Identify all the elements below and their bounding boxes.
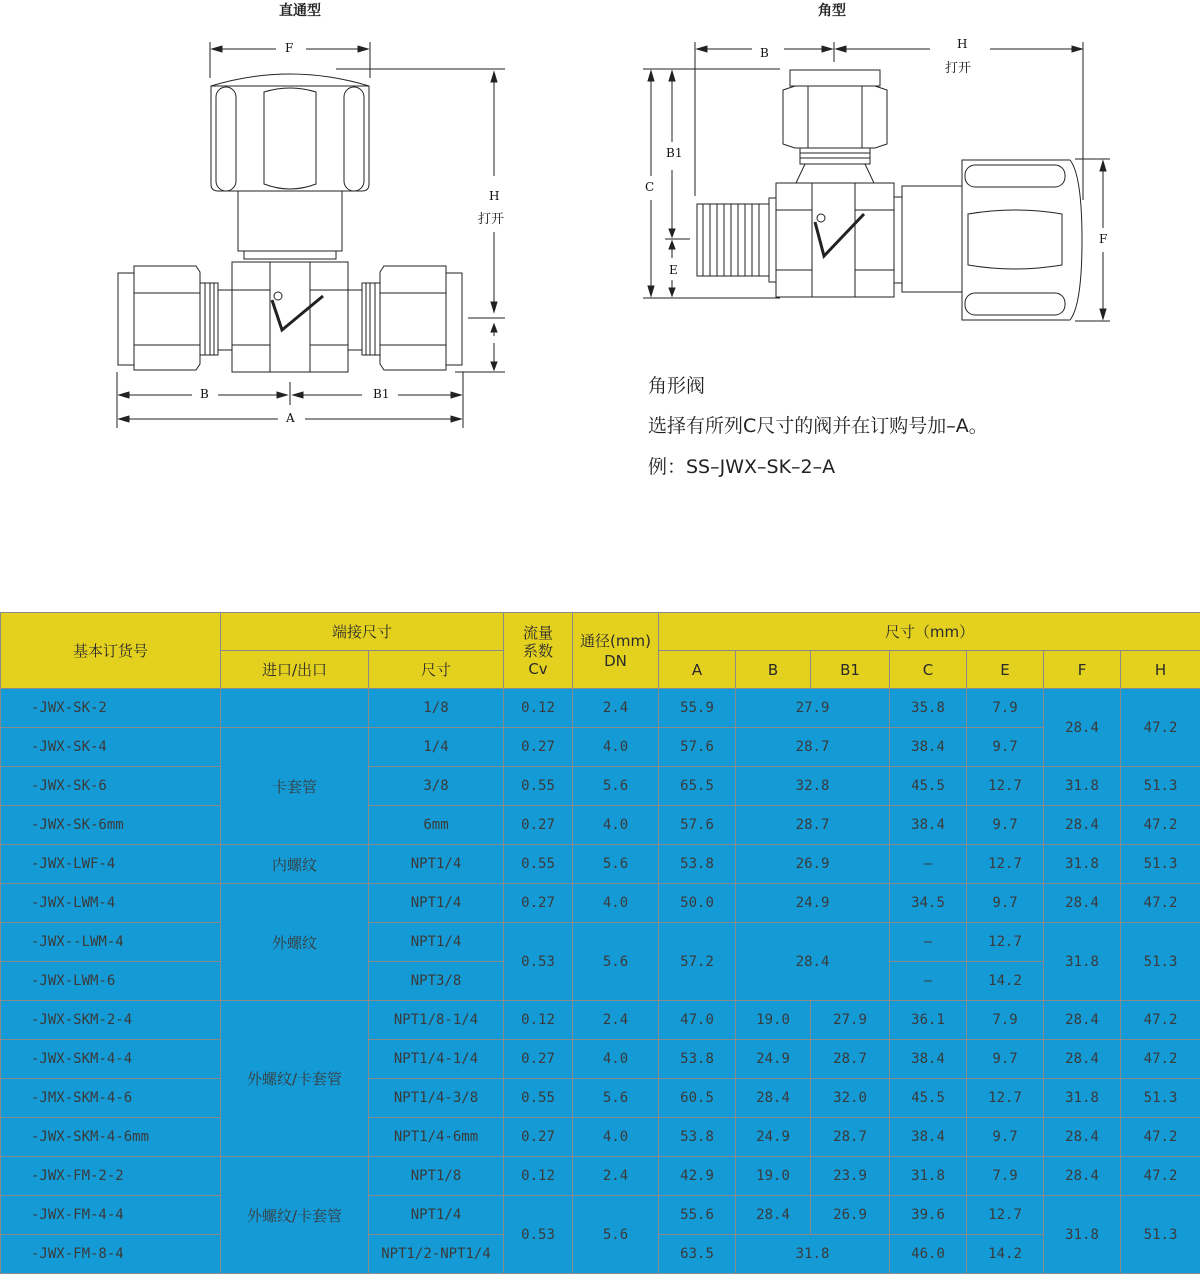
angle-dim-label-h: H	[957, 37, 968, 51]
table-row	[1, 1079, 1200, 1118]
cell-a: 53.8	[659, 1040, 736, 1079]
cell-dn: 5.6	[573, 923, 659, 1001]
cell-size: NPT1/2-NPT1/4	[369, 1235, 504, 1274]
cell-e: 12.7	[967, 1196, 1044, 1235]
cell-dn: 5.6	[573, 845, 659, 884]
cell-h: 47.2	[1121, 1118, 1200, 1157]
cell-dn: 4.0	[573, 1118, 659, 1157]
header-e: E	[967, 651, 1044, 689]
cell-dn: 5.6	[573, 767, 659, 806]
cell-f: 28.4	[1044, 1040, 1121, 1079]
cell-b1: 28.7	[811, 1118, 890, 1157]
cell-size: NPT1/4-1/4	[369, 1040, 504, 1079]
cell-group-blank	[221, 689, 369, 728]
cell-c: 38.4	[890, 1118, 967, 1157]
cell-cv: 0.12	[504, 689, 573, 728]
cell-h: 51.3	[1121, 1196, 1200, 1274]
cell-cv: 0.55	[504, 767, 573, 806]
note-heading: 角形阀	[648, 375, 706, 397]
cell-b1: 26.9	[811, 1196, 890, 1235]
cell-e: 12.7	[967, 767, 1044, 806]
dim-label-f: F	[285, 41, 294, 55]
cell-group-male-thread-ferrule: 外螺纹/卡套管	[221, 1157, 369, 1274]
cell-f: 31.8	[1044, 1079, 1121, 1118]
table-row	[1, 1001, 1200, 1040]
header-f: F	[1044, 651, 1121, 689]
cell-a: 53.8	[659, 845, 736, 884]
header-cv-line3: Cv	[528, 659, 548, 678]
cell-cv: 0.27	[504, 884, 573, 923]
cell-model: -JWX-SKM-4-6mm	[1, 1118, 221, 1157]
cell-e: 14.2	[967, 962, 1044, 1001]
cell-c: 35.8	[890, 689, 967, 728]
cell-h: 47.2	[1121, 884, 1200, 923]
cell-size: NPT1/8-1/4	[369, 1001, 504, 1040]
cell-size: NPT1/4-6mm	[369, 1118, 504, 1157]
cell-a: 47.0	[659, 1001, 736, 1040]
cell-e: 9.7	[967, 806, 1044, 845]
cell-a: 57.6	[659, 728, 736, 767]
cell-f: 31.8	[1044, 767, 1121, 806]
cell-group-ferrule: 卡套管	[221, 728, 369, 845]
cell-f: 28.4	[1044, 689, 1121, 767]
header-bore	[573, 613, 659, 689]
cell-h: 47.2	[1121, 1157, 1200, 1196]
cell-b: 24.9	[736, 1040, 811, 1079]
cell-model: -JWX-SK-6	[1, 767, 221, 806]
cell-b-b1: 27.9	[736, 689, 890, 728]
cell-b-b1: 32.8	[736, 767, 890, 806]
cell-b-b1: 28.7	[736, 806, 890, 845]
header-dimensions: 尺寸（mm）	[659, 613, 1200, 651]
cell-h: 47.2	[1121, 1001, 1200, 1040]
cell-c: 39.6	[890, 1196, 967, 1235]
cell-dn: 5.6	[573, 1079, 659, 1118]
cell-dn: 5.6	[573, 1196, 659, 1274]
cell-model: -JWX-FM-8-4	[1, 1235, 221, 1274]
cell-dn: 4.0	[573, 728, 659, 767]
cell-b-b1: 28.7	[736, 728, 890, 767]
cell-b-b1: 28.4	[736, 923, 890, 1001]
cell-f: 28.4	[1044, 884, 1121, 923]
cell-f: 31.8	[1044, 923, 1121, 1001]
cell-model: -JWX-SK-4	[1, 728, 221, 767]
table-row	[1, 806, 1200, 845]
cell-cv: 0.53	[504, 923, 573, 1001]
cell-c: –	[890, 845, 967, 884]
cell-size: NPT1/8	[369, 1157, 504, 1196]
cell-c: 45.5	[890, 767, 967, 806]
cell-c: 38.4	[890, 806, 967, 845]
cell-cv: 0.12	[504, 1001, 573, 1040]
header-b1: B1	[811, 651, 890, 689]
table-row	[1, 1157, 1200, 1196]
cell-a: 55.6	[659, 1196, 736, 1235]
cell-model: -JWX-LWM-6	[1, 962, 221, 1001]
cell-a: 50.0	[659, 884, 736, 923]
cell-e: 9.7	[967, 884, 1044, 923]
cell-cv: 0.53	[504, 1196, 573, 1274]
cell-size: 1/8	[369, 689, 504, 728]
cell-size: 1/4	[369, 728, 504, 767]
cell-cv: 0.55	[504, 845, 573, 884]
cell-b: 19.0	[736, 1157, 811, 1196]
dim-label-b: B	[200, 387, 209, 401]
cell-a: 65.5	[659, 767, 736, 806]
cell-b1: 28.7	[811, 1040, 890, 1079]
cell-size: NPT1/4-3/8	[369, 1079, 504, 1118]
cell-c: 45.5	[890, 1079, 967, 1118]
cell-dn: 2.4	[573, 689, 659, 728]
header-b: B	[736, 651, 811, 689]
angle-dim-label-f: F	[1099, 232, 1108, 246]
header-model: 基本订货号	[1, 613, 221, 689]
angle-valve-drawing	[600, 0, 1200, 340]
header-cv-line2: 系数	[523, 641, 554, 660]
cell-h: 47.2	[1121, 1040, 1200, 1079]
cell-a: 63.5	[659, 1235, 736, 1274]
cell-a: 55.9	[659, 689, 736, 728]
cell-model: -JWX-SKM-2-4	[1, 1001, 221, 1040]
cell-e: 7.9	[967, 1001, 1044, 1040]
angle-dim-label-c: C	[645, 180, 655, 194]
angle-dim-label-h-open: 打开	[945, 57, 971, 76]
cell-e: 7.9	[967, 689, 1044, 728]
cell-e: 9.7	[967, 728, 1044, 767]
cell-cv: 0.27	[504, 806, 573, 845]
cell-model: -JMX-SKM-4-6	[1, 1079, 221, 1118]
cell-b1: 23.9	[811, 1157, 890, 1196]
cell-b1: 32.0	[811, 1079, 890, 1118]
header-h: H	[1121, 651, 1200, 689]
dim-label-a: A	[286, 411, 295, 425]
table-row	[1, 767, 1200, 806]
cell-e: 9.7	[967, 1040, 1044, 1079]
cell-f: 31.8	[1044, 1196, 1121, 1274]
cell-e: 7.9	[967, 1157, 1044, 1196]
cell-model: -JWX-SK-6mm	[1, 806, 221, 845]
cell-c: 38.4	[890, 728, 967, 767]
table-row	[1, 689, 1200, 728]
cell-c: –	[890, 923, 967, 962]
note-line-2: 例：SS–JWX–SK–2–A	[648, 456, 836, 478]
cell-h: 47.2	[1121, 689, 1200, 767]
cell-group-male-thread-ferrule: 外螺纹/卡套管	[221, 1001, 369, 1157]
header-cv	[504, 613, 573, 689]
cell-a: 42.9	[659, 1157, 736, 1196]
cell-dn: 2.4	[573, 1157, 659, 1196]
cell-dn: 2.4	[573, 1001, 659, 1040]
cell-size: 6mm	[369, 806, 504, 845]
cell-h: 51.3	[1121, 1079, 1200, 1118]
cell-model: -JWX-LWF-4	[1, 845, 221, 884]
cell-b1: 27.9	[811, 1001, 890, 1040]
cell-a: 53.8	[659, 1118, 736, 1157]
cell-size: NPT1/4	[369, 923, 504, 962]
dim-label-h: H	[489, 189, 500, 203]
spec-table	[0, 612, 1200, 1274]
cell-a: 57.6	[659, 806, 736, 845]
table-row	[1, 1196, 1200, 1235]
cell-model: -JWX-FM-2-2	[1, 1157, 221, 1196]
header-end-connection: 端接尺寸	[221, 613, 504, 651]
cell-size: NPT3/8	[369, 962, 504, 1001]
cell-size: NPT1/4	[369, 845, 504, 884]
table-row	[1, 1118, 1200, 1157]
angle-dim-label-b: B	[760, 46, 769, 60]
header-c: C	[890, 651, 967, 689]
cell-b: 28.4	[736, 1079, 811, 1118]
cell-e: 12.7	[967, 1079, 1044, 1118]
cell-group-female-thread: 内螺纹	[221, 845, 369, 884]
cell-b: 24.9	[736, 1118, 811, 1157]
cell-group-male-thread: 外螺纹	[221, 884, 369, 1001]
cell-a: 60.5	[659, 1079, 736, 1118]
table-row	[1, 1040, 1200, 1079]
cell-dn: 4.0	[573, 884, 659, 923]
header-cv-line1: 流量	[523, 623, 554, 642]
cell-size: NPT1/4	[369, 884, 504, 923]
cell-dn: 4.0	[573, 1040, 659, 1079]
table-row	[1, 728, 1200, 767]
note-line-1: 选择有所列C尺寸的阀并在订购号加–A。	[648, 415, 988, 437]
cell-cv: 0.27	[504, 728, 573, 767]
header-bore-line1: 通径(mm)	[580, 631, 651, 650]
cell-cv: 0.27	[504, 1040, 573, 1079]
angle-dim-label-e: E	[669, 263, 678, 277]
cell-model: -JWX--LWM-4	[1, 923, 221, 962]
cell-c: 38.4	[890, 1040, 967, 1079]
header-size: 尺寸	[369, 651, 504, 689]
cell-size: 3/8	[369, 767, 504, 806]
cell-f: 28.4	[1044, 1118, 1121, 1157]
dim-label-b1: B1	[373, 387, 390, 401]
cell-cv: 0.55	[504, 1079, 573, 1118]
cell-b-b1: 31.8	[736, 1235, 890, 1274]
cell-model: -JWX-FM-4-4	[1, 1196, 221, 1235]
cell-c: 34.5	[890, 884, 967, 923]
angle-type-title: 角型	[818, 3, 846, 19]
cell-f: 28.4	[1044, 806, 1121, 845]
cell-e: 12.7	[967, 845, 1044, 884]
cell-e: 12.7	[967, 923, 1044, 962]
cell-model: -JWX-SK-2	[1, 689, 221, 728]
cell-e: 14.2	[967, 1235, 1044, 1274]
cell-h: 51.3	[1121, 767, 1200, 806]
cell-h: 47.2	[1121, 806, 1200, 845]
cell-b-b1: 24.9	[736, 884, 890, 923]
cell-f: 28.4	[1044, 1157, 1121, 1196]
header-a: A	[659, 651, 736, 689]
cell-model: -JWX-LWM-4	[1, 884, 221, 923]
cell-f: 28.4	[1044, 1001, 1121, 1040]
straight-valve-drawing	[0, 0, 600, 440]
cell-size: NPT1/4	[369, 1196, 504, 1235]
cell-c: 46.0	[890, 1235, 967, 1274]
table-row	[1, 923, 1200, 962]
cell-f: 31.8	[1044, 845, 1121, 884]
cell-c: 31.8	[890, 1157, 967, 1196]
cell-h: 51.3	[1121, 845, 1200, 884]
cell-a: 57.2	[659, 923, 736, 1001]
table-row	[1, 884, 1200, 923]
cell-e: 9.7	[967, 1118, 1044, 1157]
cell-b: 19.0	[736, 1001, 811, 1040]
cell-b: 28.4	[736, 1196, 811, 1235]
angle-dim-label-b1: B1	[666, 146, 683, 160]
dim-label-h-open: 打开	[478, 208, 504, 227]
cell-h: 51.3	[1121, 923, 1200, 1001]
cell-c: 36.1	[890, 1001, 967, 1040]
cell-cv: 0.12	[504, 1157, 573, 1196]
header-inlet-outlet: 进口/出口	[221, 651, 369, 689]
header-bore-line2: DN	[604, 651, 627, 670]
straight-type-title: 直通型	[279, 3, 321, 19]
cell-dn: 4.0	[573, 806, 659, 845]
cell-model: -JWX-SKM-4-4	[1, 1040, 221, 1079]
table-row	[1, 845, 1200, 884]
cell-cv: 0.27	[504, 1118, 573, 1157]
cell-c: –	[890, 962, 967, 1001]
cell-b-b1: 26.9	[736, 845, 890, 884]
